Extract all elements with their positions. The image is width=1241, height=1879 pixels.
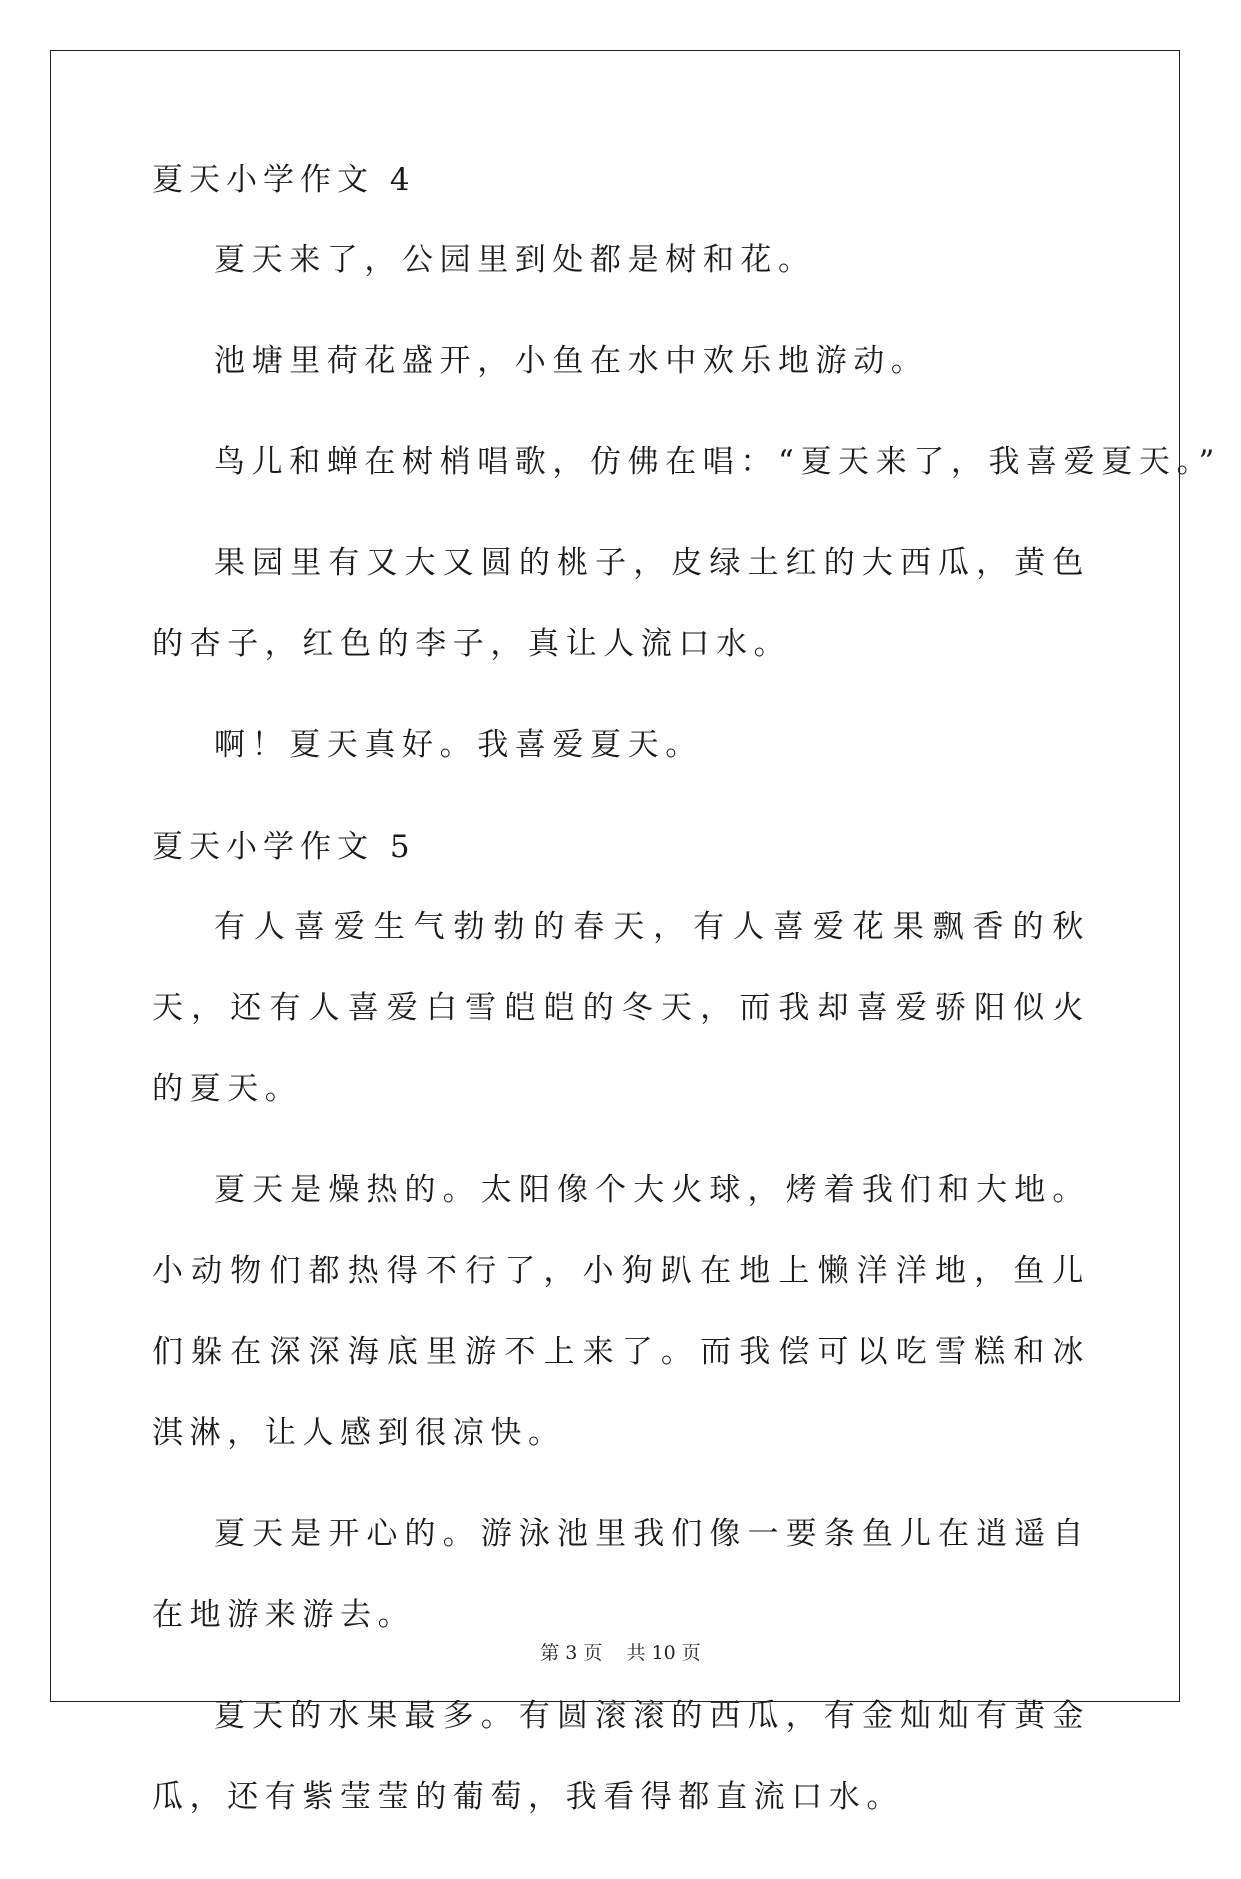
section-heading: 夏天小学作文 5 (152, 829, 416, 865)
page-footer (0, 1641, 1241, 1665)
paragraph: 啊！夏天真好。我喜爱夏天。 (214, 727, 703, 763)
page-number: 第 3 页 (540, 1642, 603, 1664)
paragraph: 有人喜爱生气勃勃的春天，有人喜爱花果飘香的秋天，还有人喜爱白雪皑皑的冬天，而我却喜爱骄阳似火的夏天。 (152, 909, 1090, 1107)
paragraph: 果园里有又大又圆的桃子，皮绿土红的大西瓜，黄色的杏子，红色的李子，真让人流口水。 (152, 545, 1090, 662)
section-heading: 夏天小学作文 4 (152, 162, 416, 198)
paragraph: 夏天的水果最多。有圆滚滚的西瓜，有金灿灿有黄金瓜，还有紫莹莹的葡萄，我看得都直流口水。 (152, 1698, 1090, 1815)
paragraph: 池塘里荷花盛开，小鱼在水中欢乐地游动。 (214, 343, 929, 379)
document-body (152, 160, 1221, 1879)
paragraph: 鸟儿和蝉在树梢唱歌，仿佛在唱：“夏天来了，我喜爱夏天。” (214, 444, 1221, 480)
paragraph: 夏天是开心的。游泳池里我们像一要条鱼儿在逍遥自在地游来游去。 (152, 1516, 1090, 1633)
paragraph: 夏天来了，公园里到处都是树和花。 (214, 242, 816, 278)
paragraph: 夏天是燥热的。太阳像个大火球，烤着我们和大地。小动物们都热得不行了，小狗趴在地上懒洋洋地，鱼儿们躲在深深海底里游不上来了。而我偿可以吃雪糕和冰淇淋，让人感到很凉快。 (152, 1172, 1090, 1451)
page-total: 共 10 页 (626, 1642, 701, 1664)
